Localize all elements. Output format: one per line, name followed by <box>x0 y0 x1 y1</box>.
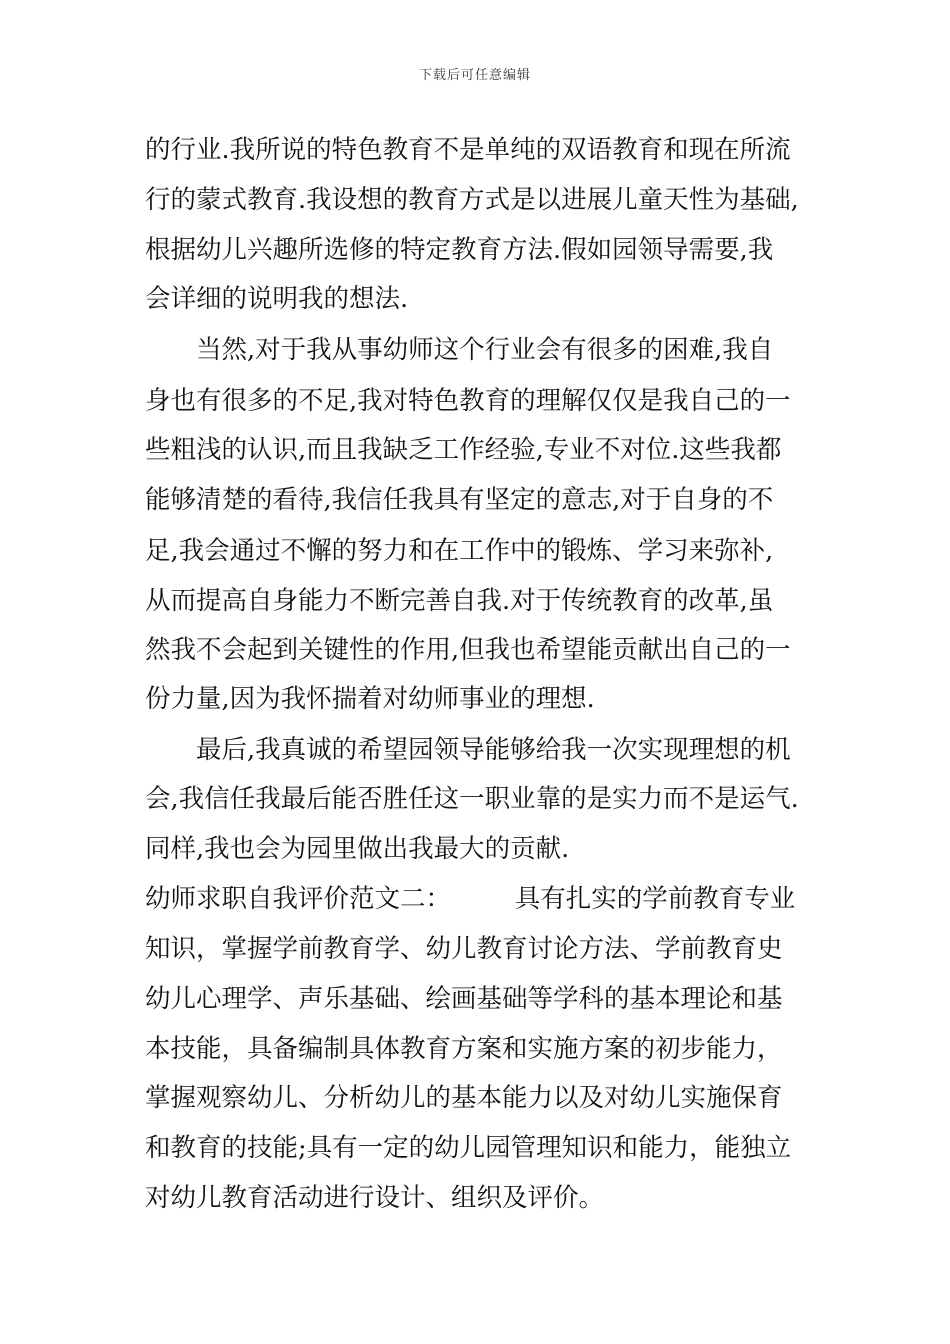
body-text-line: 身也有很多的不足,我对特色教育的理解仅仅是我自己的一 <box>145 386 791 416</box>
body-text-line: 当然,对于我从事幼师这个行业会有很多的困难,我自 <box>196 335 774 365</box>
body-text-line: 会详细的说明我的想法. <box>145 284 409 314</box>
body-text-line: 和教育的技能;具有一定的幼儿园管理知识和能力，能独立 <box>145 1133 792 1163</box>
body-text-line: 最后,我真诚的希望园领导能够给我一次实现理想的机 <box>196 735 791 765</box>
body-text-line: 足,我会通过不懈的努力和在工作中的锻炼、学习来弥补, <box>145 536 774 566</box>
body-text-line: 然我不会起到关键性的作用,但我也希望能贡献出自己的一 <box>145 635 791 665</box>
body-text-line: 知识，掌握学前教育学、幼儿教育讨论方法、学前教育史 <box>145 934 783 964</box>
body-text-line: 幼儿心理学、声乐基础、绘画基础等学科的基本理论和基 <box>145 984 783 1014</box>
body-text-line: 本技能，具备编制具体教育方案和实施方案的初步能力， <box>145 1034 783 1064</box>
body-text-line: 对幼儿教育活动进行设计、组织及评价。 <box>145 1183 605 1213</box>
body-text-line: 些粗浅的认识,而且我缺乏工作经验,专业不对位.这些我都 <box>145 435 782 465</box>
body-text-line: 根据幼儿兴趣所选修的特定教育方法.假如园领导需要,我 <box>145 235 774 265</box>
body-text-line: 掌握观察幼儿、分析幼儿的基本能力以及对幼儿实施保育 <box>145 1083 783 1113</box>
body-text-line: 行的蒙式教育.我设想的教育方式是以进展儿童天性为基础, <box>145 185 799 215</box>
body-text-line: 的行业.我所说的特色教育不是单纯的双语教育和现在所流 <box>145 135 791 165</box>
page-header: 下载后可任意编辑 <box>418 68 531 83</box>
body-text-line: 能够清楚的看待,我信任我具有坚定的意志,对于自身的不 <box>145 485 774 515</box>
body-text-line: 同样,我也会为园里做出我最大的贡献. <box>145 834 570 864</box>
body-text-line: 从而提高自身能力不断完善自我.对于传统教育的改革,虽 <box>145 586 774 616</box>
body-text-line: 会,我信任我最后能否胜任这一职业靠的是实力而不是运气. <box>145 784 799 814</box>
body-text-line: 份力量,因为我怀揣着对幼师事业的理想. <box>145 684 595 714</box>
section-heading-line: 幼师求职自我评价范文二： 具有扎实的学前教育专业 <box>145 884 796 914</box>
